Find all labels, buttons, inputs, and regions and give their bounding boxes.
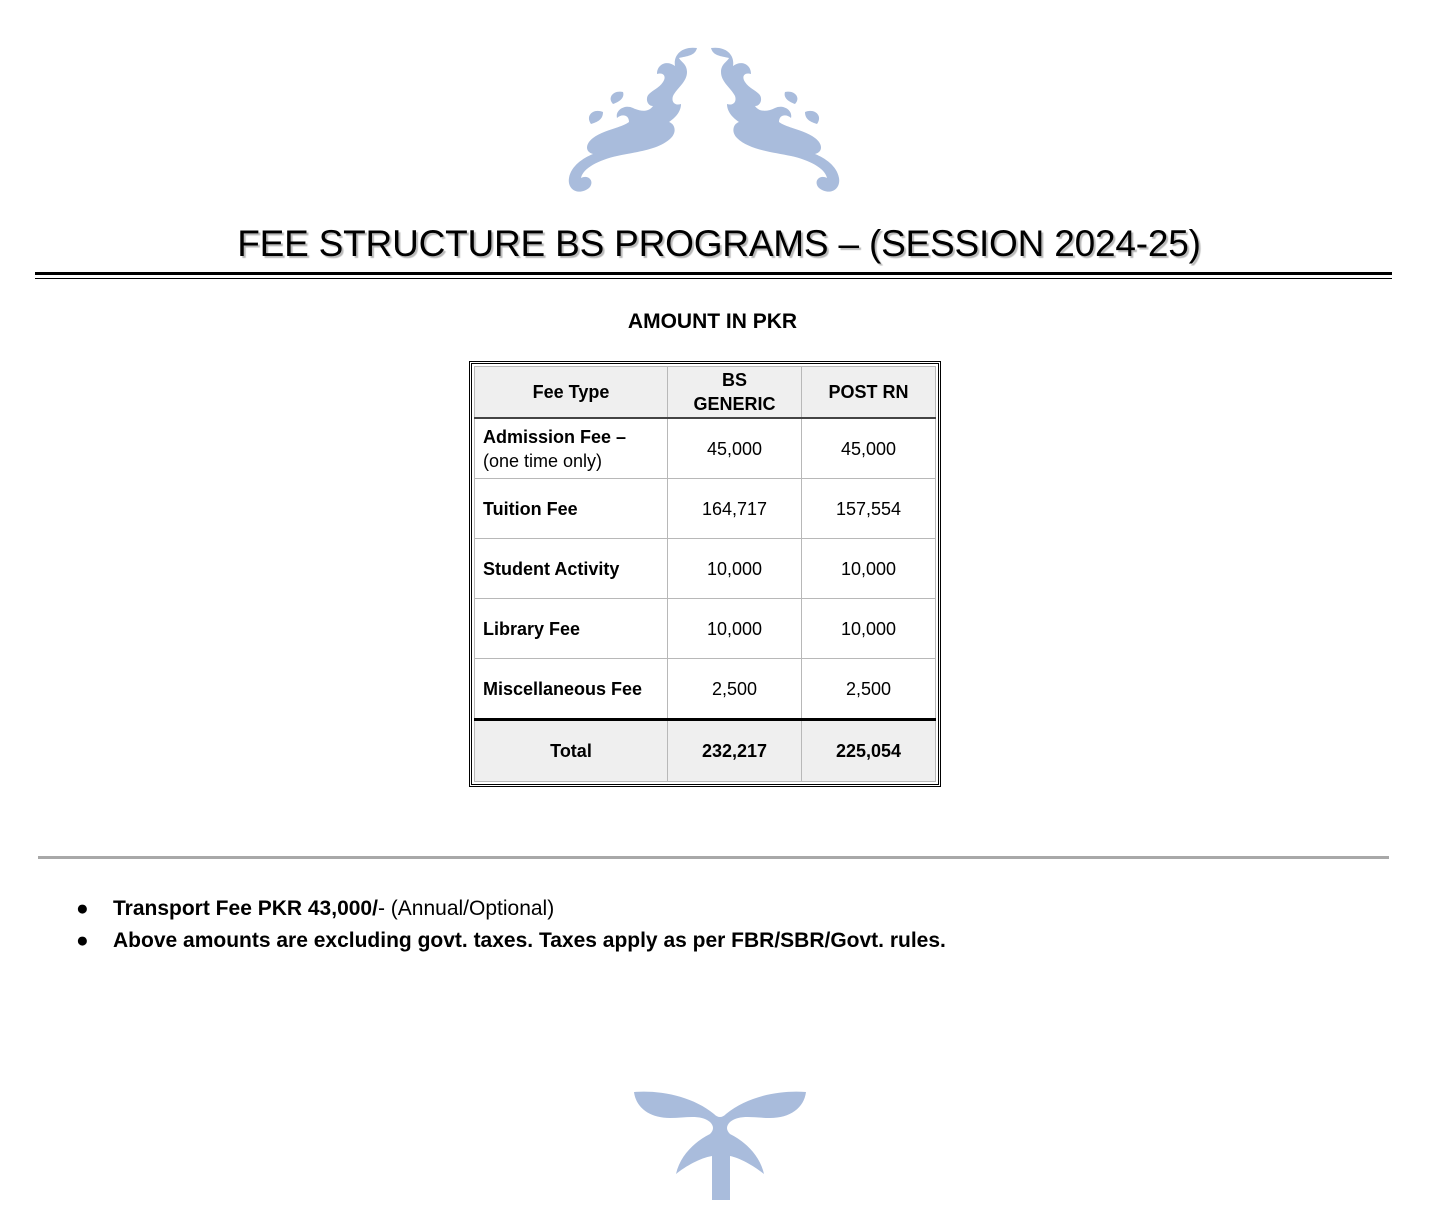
row-label [475, 418, 668, 479]
cell-post-rn: 10,000 [802, 599, 936, 659]
table-row [475, 539, 936, 599]
section-divider [38, 856, 1389, 859]
header-post-rn: POST RN [802, 367, 936, 419]
table-row [475, 418, 936, 479]
note-normal-text: - (Annual/Optional) [377, 897, 555, 920]
table-row [475, 599, 936, 659]
fee-table [474, 366, 936, 782]
title-double-rule [35, 272, 1392, 279]
total-bs-generic: 232,217 [668, 720, 802, 782]
list-item [76, 893, 946, 925]
row-label: Miscellaneous Fee [475, 659, 668, 720]
header-fee-type: Fee Type [475, 367, 668, 419]
page-title: FEE STRUCTURE BS PROGRAMS – (SESSION 2024-25) [237, 223, 1201, 264]
notes-list [76, 893, 946, 957]
table-total-row [475, 720, 936, 782]
cell-post-rn: 10,000 [802, 539, 936, 599]
fee-table-frame [469, 361, 941, 787]
row-label: Student Activity [475, 539, 668, 599]
floral-scroll-ornament-icon [563, 42, 845, 194]
row-sublabel: (one time only) [483, 450, 603, 471]
header-bs-generic-line1: BS [721, 370, 747, 390]
bullet-icon: ● [76, 929, 89, 952]
cell-post-rn: 157,554 [802, 479, 936, 539]
total-post-rn: 225,054 [802, 720, 936, 782]
cell-bs-generic: 2,500 [668, 659, 802, 720]
leaf-fleuron-ornament-icon [630, 1088, 810, 1203]
cell-post-rn: 45,000 [802, 418, 936, 479]
table-row [475, 479, 936, 539]
cell-bs-generic: 10,000 [668, 539, 802, 599]
cell-bs-generic: 45,000 [668, 418, 802, 479]
row-label-text: Admission Fee – [483, 426, 627, 447]
amount-currency-label: AMOUNT IN PKR [627, 310, 798, 333]
header-bs-generic-line2: GENERIC [693, 394, 776, 414]
note-bold-text: Transport Fee PKR 43,000/ [113, 897, 378, 920]
list-item [76, 925, 946, 957]
row-label: Tuition Fee [475, 479, 668, 539]
row-label: Library Fee [475, 599, 668, 659]
header-bs-generic [668, 367, 802, 419]
cell-bs-generic: 10,000 [668, 599, 802, 659]
note-bold-text: Above amounts are excluding govt. taxes. Taxes apply as per FBR/SBR/Govt. rules. [113, 929, 946, 952]
table-row [475, 659, 936, 720]
cell-bs-generic: 164,717 [668, 479, 802, 539]
table-header-row [475, 367, 936, 419]
cell-post-rn: 2,500 [802, 659, 936, 720]
total-label: Total [475, 720, 668, 782]
bullet-icon: ● [76, 897, 89, 920]
